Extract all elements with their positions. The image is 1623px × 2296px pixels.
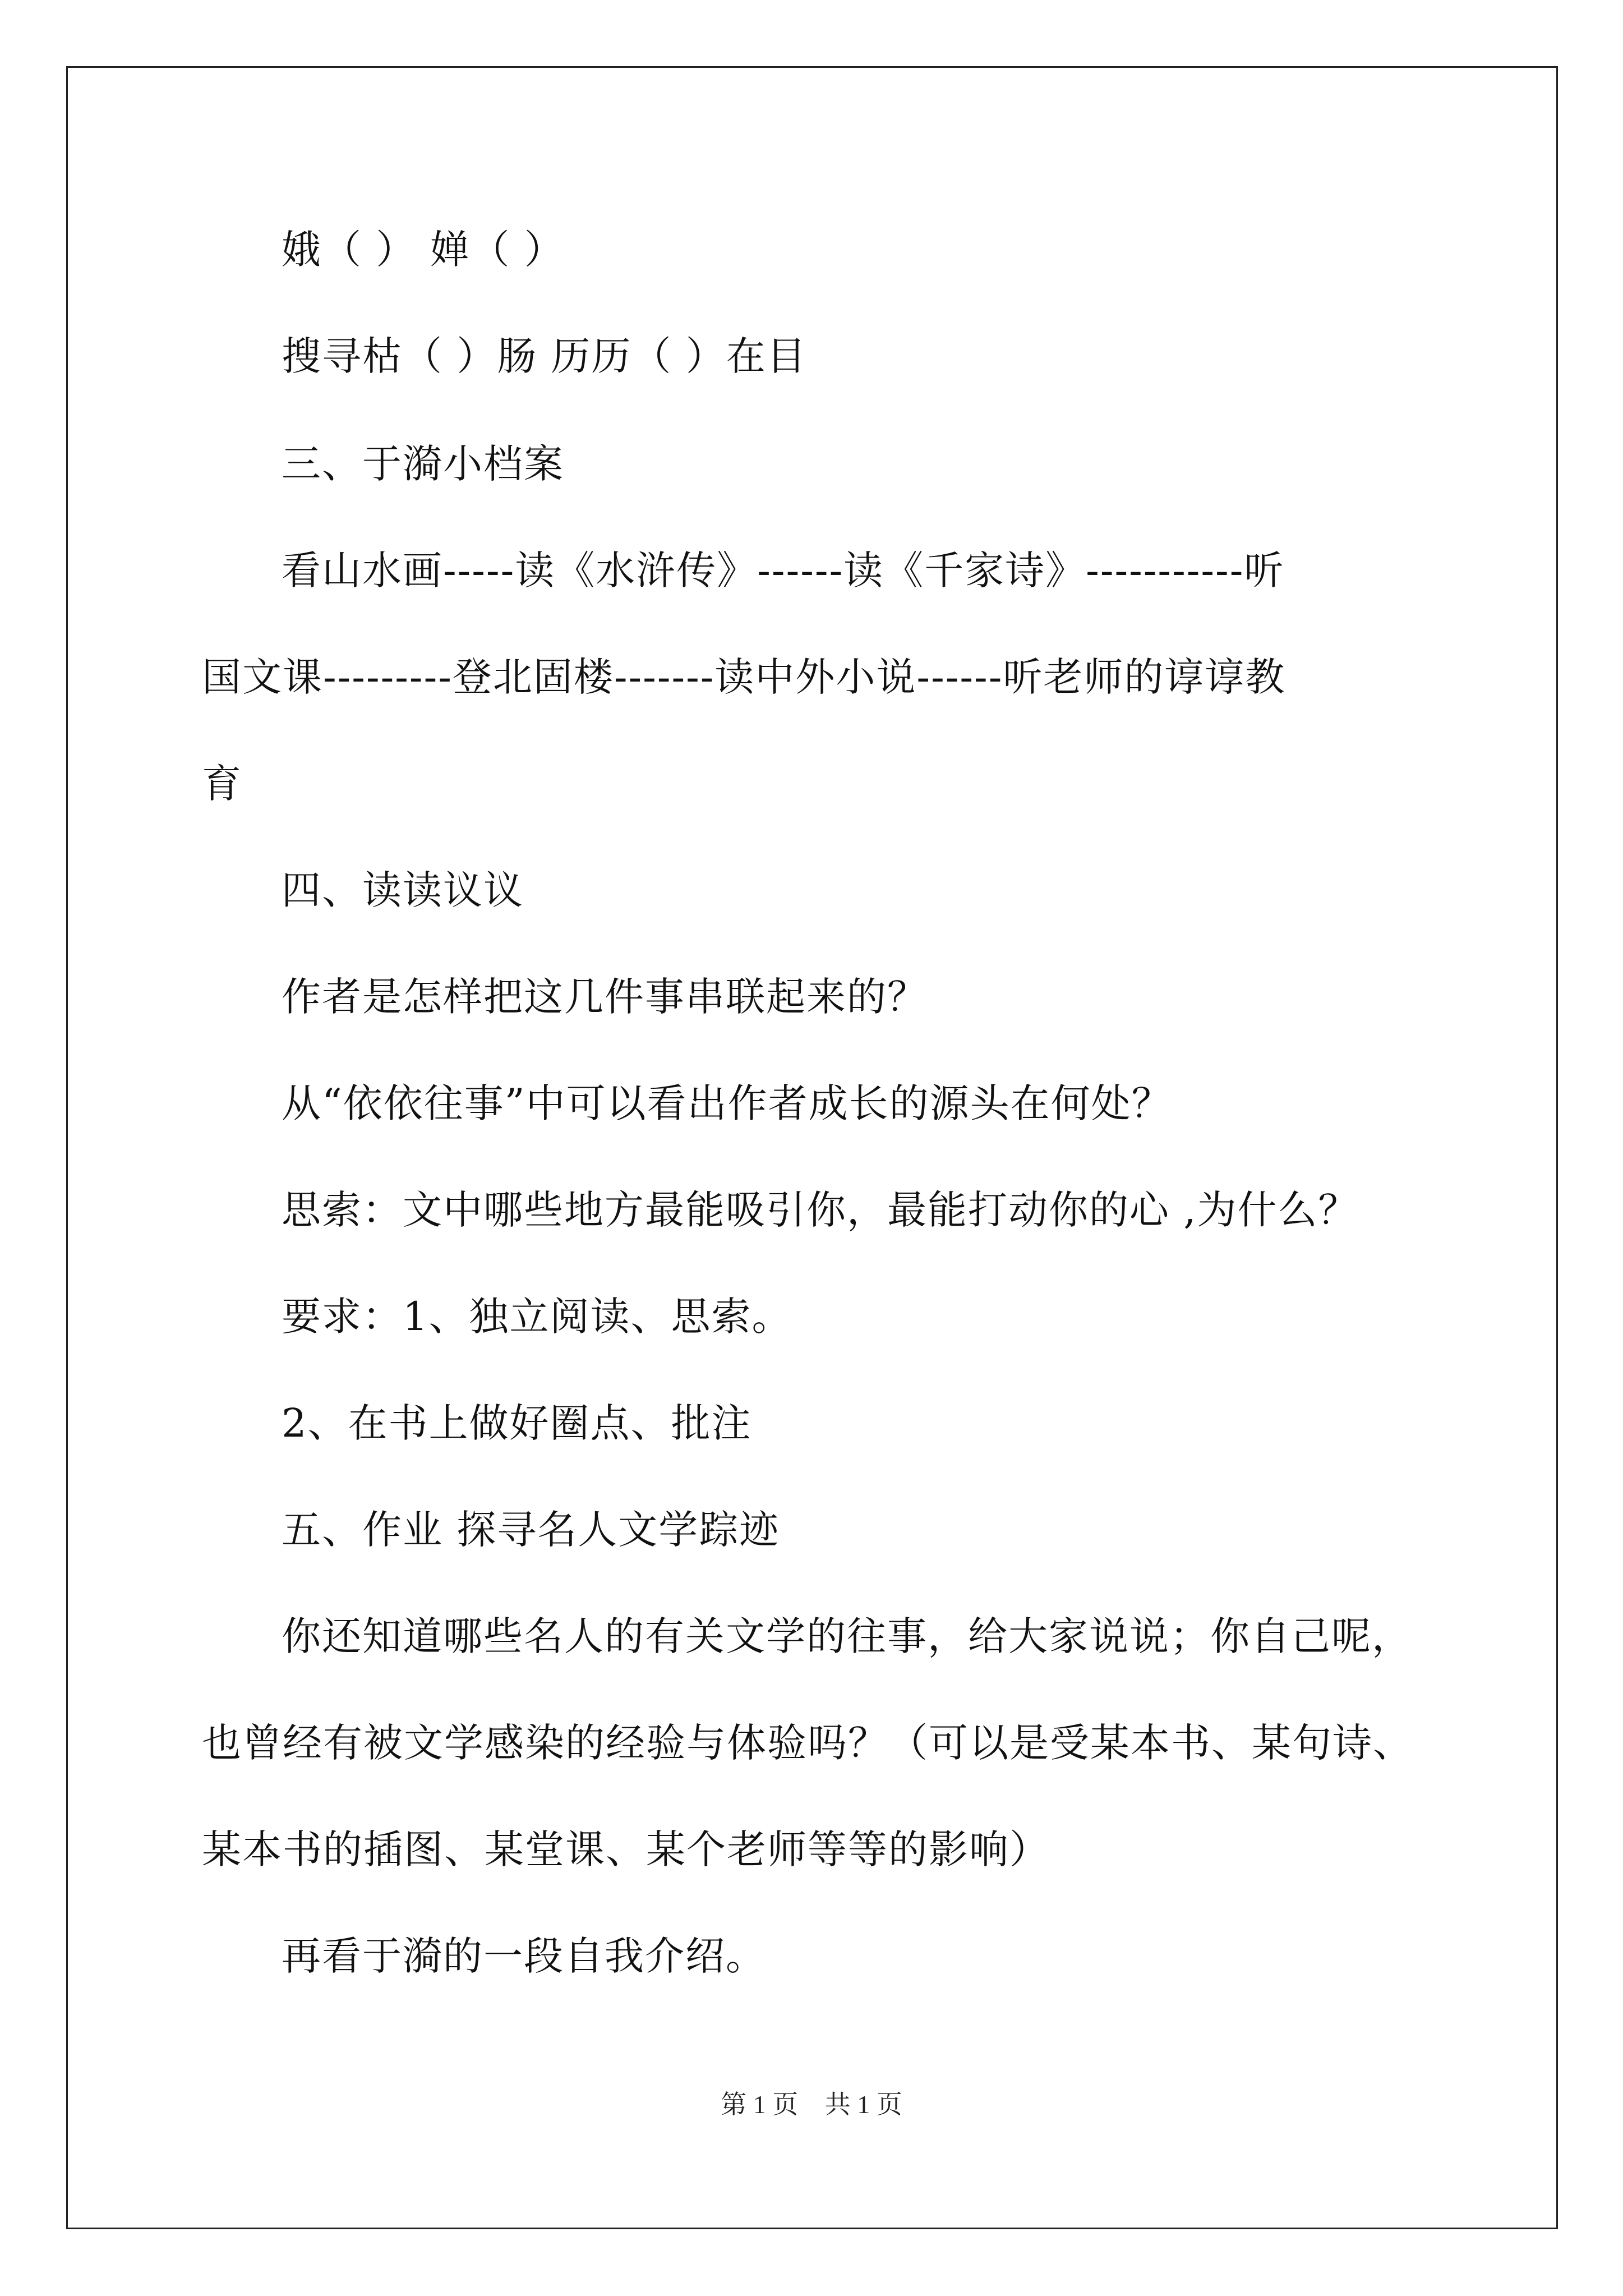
text-line-fill-blank-1: 娥（ ） 婵（ ） xyxy=(282,227,565,273)
homework-line-3: 某本书的插图、某堂课、某个老师等等的影响） xyxy=(202,1826,1050,1872)
text-line-timeline-1: 看山水画-----读《水浒传》------读《千家诗》-----------听 xyxy=(282,547,1285,593)
page-number-total: 共 1 页 xyxy=(824,2090,902,2119)
question-1: 作者是怎样把这几件事串联起来的？ xyxy=(282,974,928,1020)
question-3: 思索：文中哪些地方最能吸引你，最能打动你的心 ,为什么？ xyxy=(282,1187,1359,1233)
closing-line: 再看于漪的一段自我介绍。 xyxy=(282,1933,766,1979)
section-heading-5: 五、作业 探寻名人文学踪迹 xyxy=(282,1507,780,1553)
page-border xyxy=(66,66,1558,2229)
requirement-1: 要求：1、独立阅读、思索。 xyxy=(282,1294,792,1340)
section-heading-4: 四、读读议议 xyxy=(282,867,524,913)
homework-line-2: 也曾经有被文学感染的经验与体验吗？（可以是受某本书、某句诗、 xyxy=(202,1720,1413,1766)
question-2: 从“依依往事”中可以看出作者成长的源头在何处？ xyxy=(282,1080,1172,1126)
requirement-2: 2、在书上做好圈点、批注 xyxy=(282,1400,752,1446)
text-line-fill-blank-2: 搜寻枯（ ）肠 历历（ ）在目 xyxy=(282,333,807,379)
page-number-current: 第 1 页 xyxy=(721,2090,799,2119)
text-line-timeline-2: 国文课---------登北固楼-------读中外小说------听老师的谆谆教 xyxy=(202,654,1286,700)
text-line-timeline-3: 育 xyxy=(202,761,242,807)
homework-line-1: 你还知道哪些名人的有关文学的往事，给大家说说；你自己呢， xyxy=(282,1613,1412,1659)
page-footer xyxy=(0,2088,1623,2122)
section-heading-3: 三、于漪小档案 xyxy=(282,441,564,487)
